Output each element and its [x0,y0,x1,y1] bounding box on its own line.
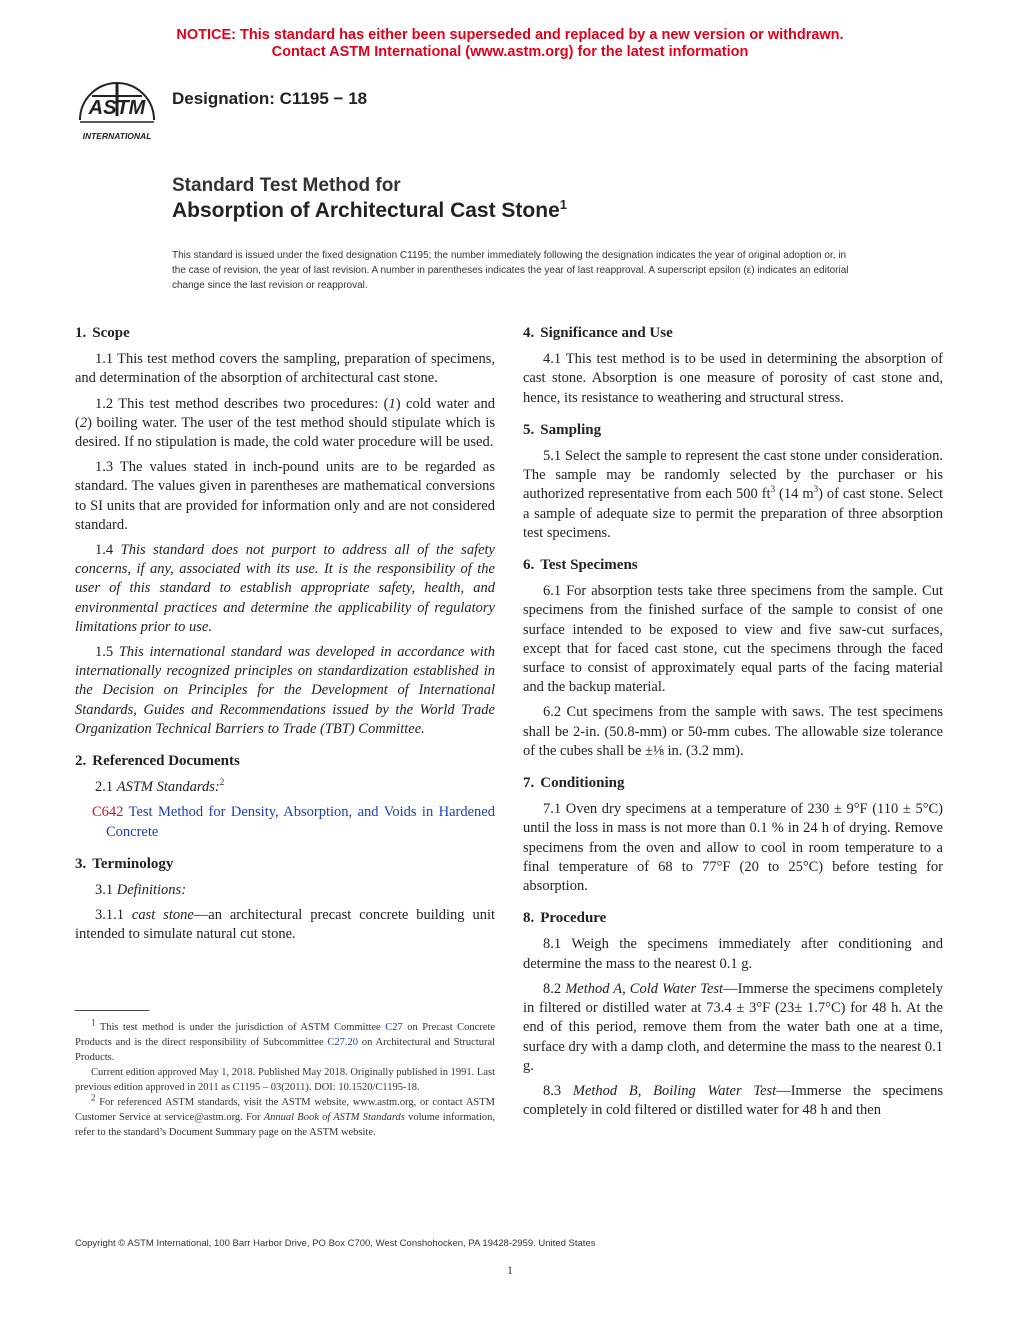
paragraph-7-1: 7.1 Oven dry specimens at a temperature of 230 ± 9°F (110 ± 5°C) until the loss in mass is not more than 0.1 % in 24 h of drying. Remove specimens from the oven and allow to cool in room temperature to a final temperature of 68 to 77°F (20 to 25°C) before testing for absorption. [523,801,943,895]
paragraph-8-3: 8.3 Method B, Boiling Water Test—Immerse the specimens completely in cold filtered or distilled water for 48 h and then [523,1082,944,1119]
section-heading: 5. Sampling [523,421,602,438]
logo-wordmark: ASTM [88,97,146,119]
section-referenced-documents [75,752,495,842]
section-heading: 6. Test Specimens [523,557,638,574]
reference-code-link[interactable]: C642 [92,804,124,821]
left-column [75,324,495,958]
section-procedure [523,909,943,1120]
reference-title-link[interactable]: Test Method for Density, Absorption, and Voids in Hardened Concrete [106,804,495,840]
subcommittee-link[interactable]: C27.20 [327,1037,359,1048]
copyright-line: Copyright © ASTM International, 100 Barr Harbor Drive, PO Box C700, West Conshohocken, PA 19428-2959. United States [75,1238,596,1249]
paragraph-1-2: 1.2 This test method describes two procedures: (1) cold water and (2) boiling water. The user of the test method should stipulate which is desired. If no stipulation is made, the cold water procedure will be used. [75,395,495,451]
footnote-1-edition: Current edition approved May 1, 2018. Published May 2018. Originally published in 1991. Last previous edition approved in 2011 as C1195 – 03(2011). DOI: 10.1520/C1195-18. [75,1067,495,1093]
paragraph-8-1: 8.1 Weigh the specimens immediately after conditioning and determine the mass to the nearest 0.1 g. [523,936,943,972]
paragraph-8-2: 8.2 Method A, Cold Water Test—Immerse the specimens completely in filtered or distilled water at 73.4 ± 3°F (23± 1.7°C) for 48 h. At the end of this period, remove them from the water bath one at a time, surface dry with a damp cloth, and determine the mass to the nearest 0.1 g. [523,980,944,1074]
reference-c642 [75,803,495,841]
section-significance [523,324,943,408]
title-line-2: Absorption of Architectural Cast Stone$^1$ [172,197,567,222]
section-heading: 2. Referenced Documents [75,753,240,770]
paragraph-4-1: 4.1 This test method is to be used in determining the absorption of cast stone. Absorption is one measure of porosity of cast stone and, hence, its resistance to weathering and structural stress. [523,351,943,406]
section-conditioning [523,774,943,896]
section-heading: 1. Scope [75,325,130,341]
issuance-statement: This standard is issued under the fixed designation C1195; the number immediately following the designation indicates the year of original adoption or, in the case of revision, the year of last revision. A number in parentheses indicates the year of last reapproval. A superscript epsilon (ε) indicates an editorial change since the last revision or reapproval. [172,250,849,291]
right-column [523,324,943,1133]
paragraph-6-1: 6.1 For absorption tests take three specimens from the sample. Cut specimens from the finished surface of the sample to consist of one surface intended to be exposed to view and five saw-cut surfaces, except that for faced cast stone, cut the specimens through the faced surface to consist of approximately equal parts of the facing material and the backup material. [523,583,943,696]
committee-link[interactable]: C27 [385,1022,403,1033]
footnote-2: $^2$ For referenced ASTM standards, visit the ASTM website, www.astm.org, or contact ASTM Customer Service at service@astm.org. For Annual Book of ASTM Standards volume information, refer to the standard’s Document Summary page on the ASTM website. [75,1092,496,1138]
page-number: 1 [507,1263,513,1277]
notice-line-1: NOTICE: This standard has either been superseded and replaced by a new version or withdrawn. [176,27,844,43]
footnotes [75,1017,496,1140]
footnote-divider [75,1010,149,1011]
paragraph-5-1: 5.1 Select the sample to represent the cast stone under consideration. The sample may be randomly selected by the purchaser or his authorized representative from each 500 $ft^3$ (14 $m^3$) of cast stone. Select a sample of adequate size to permit the preparation of three absorption test specimens. [523,448,943,541]
title-line-1: Standard Test Method for [172,175,401,196]
astm-logo-icon [72,76,162,146]
paragraph-3-1-1: 3.1.1 cast stone—an architectural precast concrete building unit intended to simulate natural cut stone. [75,907,495,943]
paragraph-1-3: 1.3 The values stated in inch-pound units are to be regarded as standard. The values given in parentheses are mathematical conversions to SI units that are provided for information only and are not considered standard. [75,459,495,533]
section-scope [75,324,495,739]
paragraph-2-1: 2.1 ASTM Standards:$^2$ [95,777,225,796]
paragraph-1-1: 1.1 This test method covers the sampling, preparation of specimens, and determination of the absorption of architectural cast stone. [75,351,495,387]
designation: Designation: C1195 − 18 [172,89,368,108]
section-heading: 7. Conditioning [523,775,625,792]
section-terminology [75,855,495,945]
paragraph-3-1: 3.1 Definitions: [95,882,187,899]
paragraph-6-2: 6.2 Cut specimens from the sample with saws. The test specimens shall be 2-in. (50.8-mm) or 50-mm cubes. The allowable size tolerance of the cubes shall be ±⅛ in. (3.2 mm). [523,704,943,759]
notice-line-2: Contact ASTM International (www.astm.org) for the latest information [271,44,749,60]
section-heading: 4. Significance and Use [523,325,673,341]
section-sampling [523,421,943,543]
supersession-notice [0,27,1020,61]
paragraph-1-5: 1.5 This international standard was developed in accordance with internationally recognized principles on standardization established in the Decision on Principles for the Development of International Standards, Guides and Recommendations issued by the World Trade Organization Technical Barriers to Trade (TBT) Committee. [75,644,495,737]
paragraph-1-4: 1.4 This standard does not purport to address all of the safety concerns, if any, associated with its use. It is the responsibility of the user of this standard to establish appropriate safety, health, and environmental practices and determine the applicability of regulatory limitations prior to use. [75,542,495,635]
section-heading: 8. Procedure [523,910,607,927]
logo-subtext: INTERNATIONAL [82,131,152,141]
section-heading: 3. Terminology [75,855,174,872]
footnote-1: $^1$ This test method is under the jurisdiction of ASTM Committee C27 on Precast Concrete Products and is the direct responsibility of Subcommittee C27.20 on Architectural and Structural Products. [75,1017,496,1063]
title-footnote-mark: 1 [559,197,567,212]
section-test-specimens [523,556,943,761]
